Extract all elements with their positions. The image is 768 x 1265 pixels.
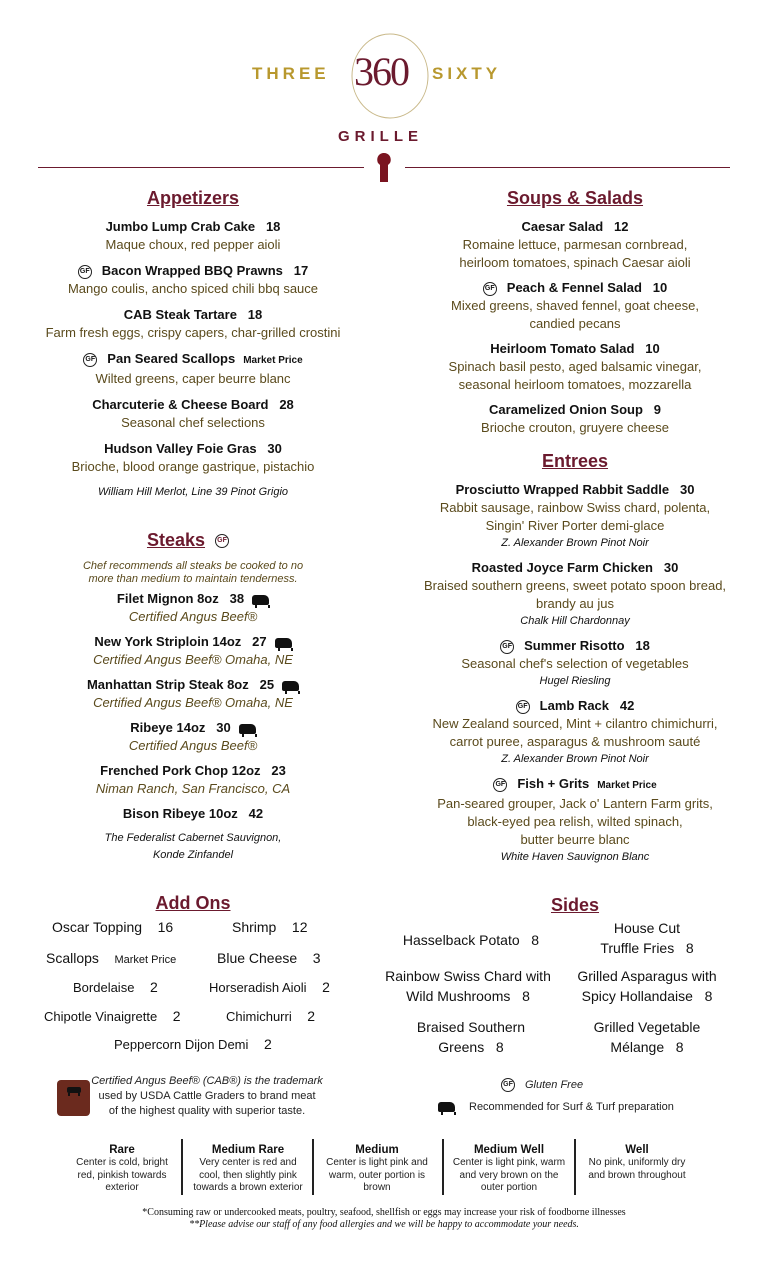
item-price: 18 xyxy=(265,219,281,234)
wine-pairing: Z. Alexander Brown Pinot Noir xyxy=(501,537,649,549)
item-description: Mixed greens, shaved fennel, goat cheese, xyxy=(451,298,699,313)
doneness-desc: exterior xyxy=(105,1182,139,1193)
sides-heading: Sides xyxy=(550,895,600,915)
gluten-free-icon: GF xyxy=(516,700,530,714)
item-name: Lamb Rack xyxy=(539,698,610,713)
wine-pairing: Z. Alexander Brown Pinot Noir xyxy=(501,753,649,765)
cab-note-line: used by USDA Cattle Graders to brand meat xyxy=(98,1090,316,1102)
menu-item xyxy=(390,481,760,552)
addon-item xyxy=(217,950,321,966)
logo-grille: GRILLE xyxy=(338,128,423,145)
gluten-free-icon: GF xyxy=(215,534,229,548)
doneness-desc: brown xyxy=(363,1182,391,1193)
side-name-line1: Rainbow Swiss Chard with xyxy=(385,968,551,984)
item-price: 27 xyxy=(252,634,267,649)
side-name-line1: Grilled Asparagus with xyxy=(577,968,717,984)
side-name-line1: House Cut xyxy=(613,920,681,936)
doneness-desc: red, pinkish towards xyxy=(77,1169,167,1181)
addon-price: 2 xyxy=(150,979,158,995)
side-name-line2 xyxy=(386,1037,556,1057)
doneness-title: Medium Rare xyxy=(211,1144,285,1156)
menu-item xyxy=(10,633,376,669)
menu-item xyxy=(390,559,760,630)
item-description: carrot puree, asparagus & mushroom sauté xyxy=(449,734,701,749)
steaks-title: Steaks xyxy=(146,530,206,550)
disclaimer-allergy: **Please advise our staff of any food allergies and we will be happy to accommodate your needs. xyxy=(189,1219,579,1230)
doneness-divider xyxy=(312,1139,314,1195)
cow-icon xyxy=(438,1102,455,1112)
menu-item xyxy=(10,805,376,823)
addon-item xyxy=(209,979,330,995)
item-price: 42 xyxy=(619,698,635,713)
note-line: Chef recommends all steaks be cooked to no xyxy=(82,560,304,572)
item-name: Bison Ribeye 10oz xyxy=(122,806,238,821)
doneness-desc: Center is light pink and xyxy=(326,1157,428,1168)
doneness-desc: towards a brown exterior xyxy=(193,1182,303,1193)
item-description: butter beurre blanc xyxy=(520,832,630,847)
wine-line: The Federalist Cabernet Sauvignon, xyxy=(104,832,282,844)
item-description: Wilted greens, caper beurre blanc xyxy=(95,371,291,386)
addon-name: Oscar Topping xyxy=(52,919,143,935)
item-name: Fish + Grits xyxy=(517,776,590,791)
addon-price: 12 xyxy=(291,919,308,935)
item-name: Filet Mignon 8oz xyxy=(116,591,219,606)
menu-item xyxy=(10,440,376,476)
item-description: Braised southern greens, sweet potato spoon bread, xyxy=(423,578,727,593)
legend-gf xyxy=(501,1078,583,1093)
item-price: 10 xyxy=(645,341,660,356)
doneness-well xyxy=(588,1143,685,1182)
wine-line: Konde Zinfandel xyxy=(152,849,234,861)
side-item xyxy=(562,918,732,958)
side-name-line2 xyxy=(378,986,558,1006)
item-price: 30 xyxy=(216,720,231,735)
steaks-section xyxy=(10,529,376,864)
item-price: 18 xyxy=(247,307,263,322)
side-item xyxy=(378,966,558,1006)
item-description: Pan-seared grouper, Jack o' Lantern Farm grits, xyxy=(437,796,713,811)
addons-heading: Add Ons xyxy=(155,893,231,913)
side-item xyxy=(562,1017,732,1057)
doneness-title: Well xyxy=(625,1144,649,1156)
item-price: Market Price xyxy=(597,780,657,791)
soups-heading xyxy=(390,187,760,209)
side-price: 8 xyxy=(522,988,530,1004)
addon-name: Chimichurri xyxy=(226,1009,292,1024)
cab-note-line: Certified Angus Beef® (CAB®) is the trademark xyxy=(91,1075,323,1087)
item-price: 12 xyxy=(614,219,629,234)
side-price: 8 xyxy=(531,932,540,948)
item-name-line xyxy=(10,633,376,651)
doneness-desc: No pink, uniformly dry xyxy=(588,1157,686,1168)
item-description: Mango coulis, ancho spiced chili bbq sauce xyxy=(67,281,319,296)
item-name: Charcuterie & Cheese Board xyxy=(92,397,269,412)
item-name: Jumbo Lump Crab Cake xyxy=(105,219,256,234)
addon-item xyxy=(44,1008,181,1024)
addon-price: 2 xyxy=(322,979,330,995)
side-item xyxy=(562,966,732,1006)
doneness-divider xyxy=(181,1139,183,1195)
wine-line: William Hill Merlot, Line 39 Pinot Grigio xyxy=(97,486,289,498)
doneness-title: Medium xyxy=(355,1144,399,1156)
item-name-line xyxy=(10,306,376,324)
menu-item xyxy=(390,340,760,394)
addon-item xyxy=(73,979,158,995)
item-name: Heirloom Tomato Salad xyxy=(490,341,635,356)
appetizers-wine-pairing xyxy=(10,484,376,501)
menu-item xyxy=(390,279,760,333)
item-name: Hudson Valley Foie Gras xyxy=(104,441,257,456)
item-description: Brioche, blood orange gastrique, pistachio xyxy=(71,459,315,474)
menu-item xyxy=(10,762,376,798)
addon-name: Scallops xyxy=(46,950,99,966)
menu-item xyxy=(10,218,376,254)
item-name-line xyxy=(390,559,760,577)
addon-name: Peppercorn Dijon Demi xyxy=(114,1037,249,1052)
wine-pairing: White Haven Sauvignon Blanc xyxy=(500,851,650,863)
right-column xyxy=(390,187,760,873)
doneness-medium-rare xyxy=(193,1143,303,1195)
logo-three: THREE xyxy=(252,64,330,83)
menu-item xyxy=(390,697,760,768)
gluten-free-icon: GF xyxy=(83,353,97,367)
steaks-wine-pairing xyxy=(10,830,376,864)
side-name: Hasselback Potato xyxy=(402,932,520,948)
item-price: 28 xyxy=(279,397,294,412)
item-description: Certified Angus Beef® xyxy=(128,609,258,624)
item-name-line xyxy=(390,401,760,419)
menu-item xyxy=(390,401,760,437)
doneness-medium xyxy=(326,1143,428,1195)
legend-cow-label: Recommended for Surf & Turf preparation xyxy=(469,1101,674,1113)
gluten-free-icon: GF xyxy=(493,778,507,792)
doneness-desc: warm, outer portion is xyxy=(328,1169,426,1181)
doneness-desc: and very brown on the xyxy=(459,1169,559,1181)
item-description: black-eyed pea relish, wilted spinach, xyxy=(467,814,683,829)
soups-title: Soups & Salads xyxy=(506,188,644,208)
addon-item xyxy=(232,919,308,935)
addon-item xyxy=(52,919,173,935)
item-description: Spinach basil pesto, aged balsamic vinegar, xyxy=(448,359,702,374)
item-description: Seasonal chef's selection of vegetables xyxy=(461,656,689,671)
item-description: Brioche crouton, gruyere cheese xyxy=(481,420,669,435)
entrees-heading xyxy=(390,450,760,472)
item-name: Caramelized Onion Soup xyxy=(489,402,643,417)
doneness-desc: Center is cold, bright xyxy=(76,1157,168,1168)
menu-item xyxy=(10,350,376,388)
item-name-line xyxy=(10,805,376,823)
doneness-title: Rare xyxy=(109,1144,135,1156)
surf-turf-icon xyxy=(275,638,292,648)
item-description: heirloom tomatoes, spinach Caesar aioli xyxy=(459,255,691,270)
addon-name: Shrimp xyxy=(232,919,277,935)
side-name: Spicy Hollandaise xyxy=(581,988,693,1004)
cab-note-line: of the highest quality with superior taste. xyxy=(108,1105,306,1117)
cow-icon xyxy=(65,1085,83,1097)
divider-right xyxy=(405,167,730,168)
item-description: New Zealand sourced, Mint + cilantro chimichurri, xyxy=(432,716,718,731)
addon-price: 2 xyxy=(307,1008,316,1024)
side-price: 8 xyxy=(704,988,713,1004)
logo-360: 360 xyxy=(354,49,408,94)
item-description: Certified Angus Beef® xyxy=(128,738,258,753)
doneness-title: Medium Well xyxy=(473,1144,545,1156)
side-name-line1: Grilled Vegetable xyxy=(593,1019,701,1035)
item-description: candied pecans xyxy=(529,316,621,331)
doneness-desc: outer portion xyxy=(480,1182,538,1193)
side-name: Greens xyxy=(438,1039,485,1055)
disclaimer xyxy=(0,1207,768,1231)
menu-item xyxy=(10,396,376,432)
item-price: 30 xyxy=(267,441,282,456)
addon-price: 2 xyxy=(263,1036,272,1052)
item-name: Pan Seared Scallops xyxy=(107,351,236,366)
surf-turf-icon xyxy=(252,595,269,605)
side-name-line2 xyxy=(562,1037,732,1057)
item-name-line xyxy=(390,481,760,499)
addon-name: Bordelaise xyxy=(73,980,135,995)
menu-item xyxy=(390,218,760,272)
appetizers-section xyxy=(10,187,376,501)
item-price: 30 xyxy=(679,482,695,497)
item-name-line xyxy=(10,590,376,608)
menu-item xyxy=(10,590,376,626)
item-name: Caesar Salad xyxy=(521,219,604,234)
surf-turf-icon xyxy=(239,724,256,734)
item-description: Farm fresh eggs, crispy capers, char-grilled crostini xyxy=(45,325,341,340)
doneness-medium-well xyxy=(453,1143,565,1195)
item-name-line xyxy=(390,637,760,655)
gluten-free-icon: GF xyxy=(500,640,514,654)
item-name: Ribeye 14oz xyxy=(130,720,206,735)
gluten-free-icon: GF xyxy=(501,1078,515,1092)
item-price: 9 xyxy=(653,402,661,417)
addon-price: 16 xyxy=(157,919,174,935)
item-description: Maque choux, red pepper aioli xyxy=(105,237,281,252)
doneness-rare xyxy=(76,1143,168,1195)
item-description: Niman Ranch, San Francisco, CA xyxy=(95,781,291,796)
logo xyxy=(0,32,768,145)
doneness-desc: cool, then slightly pink xyxy=(199,1169,297,1181)
item-price: Market Price xyxy=(243,355,303,366)
item-description: Certified Angus Beef® Omaha, NE xyxy=(93,652,293,667)
appetizers-title: Appetizers xyxy=(146,188,240,208)
note-line: more than medium to maintain tenderness. xyxy=(88,573,298,585)
gluten-free-icon: GF xyxy=(78,265,92,279)
cab-note xyxy=(91,1074,323,1119)
item-name-line xyxy=(10,719,376,737)
legend-gf-label: Gluten Free xyxy=(525,1079,584,1091)
side-name-line1: Braised Southern xyxy=(416,1019,526,1035)
item-price: 25 xyxy=(259,677,275,692)
side-price: 8 xyxy=(685,940,694,956)
cab-logo xyxy=(57,1080,90,1116)
item-description: Singin' River Porter demi-glace xyxy=(485,518,665,533)
item-description: Romaine lettuce, parmesan cornbread, xyxy=(462,237,688,252)
item-price: 30 xyxy=(663,560,679,575)
item-description: Certified Angus Beef® Omaha, NE xyxy=(93,695,293,710)
chef-icon xyxy=(372,152,396,184)
side-item xyxy=(386,1017,556,1057)
item-name-line xyxy=(10,676,376,694)
logo-sixty: SIXTY xyxy=(432,64,502,83)
menu-item xyxy=(390,637,760,690)
addon-name: Chipotle Vinaigrette xyxy=(44,1009,158,1024)
side-price: 8 xyxy=(495,1039,504,1055)
doneness-divider xyxy=(442,1139,444,1195)
item-price: 42 xyxy=(248,806,264,821)
side-item xyxy=(386,930,556,950)
addon-item xyxy=(226,1008,315,1024)
entrees-section xyxy=(390,450,760,866)
item-description: brandy au jus xyxy=(535,596,615,611)
addon-price: Market Price xyxy=(114,954,177,966)
side-name-line2 xyxy=(562,986,732,1006)
item-name-line xyxy=(10,262,376,280)
item-name-line xyxy=(390,775,760,795)
item-price: 17 xyxy=(293,263,309,278)
item-price: 38 xyxy=(229,591,245,606)
addon-item xyxy=(114,1036,272,1052)
entrees-title: Entrees xyxy=(541,451,609,471)
item-name-line xyxy=(390,340,760,358)
side-price: 8 xyxy=(675,1039,684,1055)
item-name-line xyxy=(390,218,760,236)
menu-item xyxy=(10,676,376,712)
item-price: 23 xyxy=(271,763,286,778)
menu-item xyxy=(390,775,760,866)
menu-item xyxy=(10,262,376,298)
item-price: 18 xyxy=(635,638,650,653)
wine-pairing: Chalk Hill Chardonnay xyxy=(520,615,630,627)
gluten-free-icon: GF xyxy=(483,282,497,296)
doneness-desc: and brown throughout xyxy=(588,1169,686,1181)
item-name: Summer Risotto xyxy=(524,638,625,653)
menu-item xyxy=(10,719,376,755)
doneness-desc: Center is light pink, warm xyxy=(452,1157,566,1168)
doneness-divider xyxy=(574,1139,576,1195)
item-name: Manhattan Strip Steak 8oz xyxy=(86,677,249,692)
surf-turf-icon xyxy=(282,681,299,691)
item-name-line xyxy=(10,762,376,780)
item-name-line xyxy=(10,218,376,236)
side-name: Wild Mushrooms xyxy=(406,988,511,1004)
addon-price: 3 xyxy=(312,950,321,966)
addon-price: 2 xyxy=(172,1008,181,1024)
addon-item xyxy=(46,950,176,966)
item-name-line xyxy=(10,396,376,414)
item-name: Frenched Pork Chop 12oz xyxy=(100,763,261,778)
side-name: Mélange xyxy=(610,1039,665,1055)
menu-item xyxy=(10,306,376,342)
side-name: Truffle Fries xyxy=(600,940,675,956)
left-column xyxy=(10,187,376,864)
steaks-heading xyxy=(10,529,376,551)
soups-section xyxy=(390,187,760,437)
item-name: Prosciutto Wrapped Rabbit Saddle xyxy=(455,482,670,497)
addon-name: Blue Cheese xyxy=(217,950,298,966)
addon-name: Horseradish Aioli xyxy=(209,980,307,995)
item-name-line xyxy=(10,440,376,458)
item-name-line xyxy=(390,279,760,297)
steaks-note xyxy=(10,560,376,586)
item-price: 10 xyxy=(652,280,668,295)
wine-pairing: Hugel Riesling xyxy=(539,675,611,687)
item-description: Rabbit sausage, rainbow Swiss chard, polenta, xyxy=(439,500,711,515)
item-description: Seasonal chef selections xyxy=(121,415,265,430)
legend-cow xyxy=(438,1100,674,1115)
appetizers-heading xyxy=(10,187,376,209)
item-name: Peach & Fennel Salad xyxy=(506,280,642,295)
divider-left xyxy=(38,167,364,168)
disclaimer-raw: *Consuming raw or undercooked meats, poultry, seafood, shellfish or eggs may increase your risk of foodborne illnesses xyxy=(142,1207,626,1218)
item-name-line xyxy=(10,350,376,370)
doneness-desc: Very center is red and xyxy=(199,1157,297,1168)
item-name-line xyxy=(390,697,760,715)
side-name-line2 xyxy=(562,938,732,958)
item-description: seasonal heirloom tomatoes, mozzarella xyxy=(458,377,692,392)
item-name: New York Striploin 14oz xyxy=(94,634,242,649)
item-name: CAB Steak Tartare xyxy=(123,307,237,322)
item-name: Bacon Wrapped BBQ Prawns xyxy=(101,263,283,278)
item-name: Roasted Joyce Farm Chicken xyxy=(471,560,654,575)
